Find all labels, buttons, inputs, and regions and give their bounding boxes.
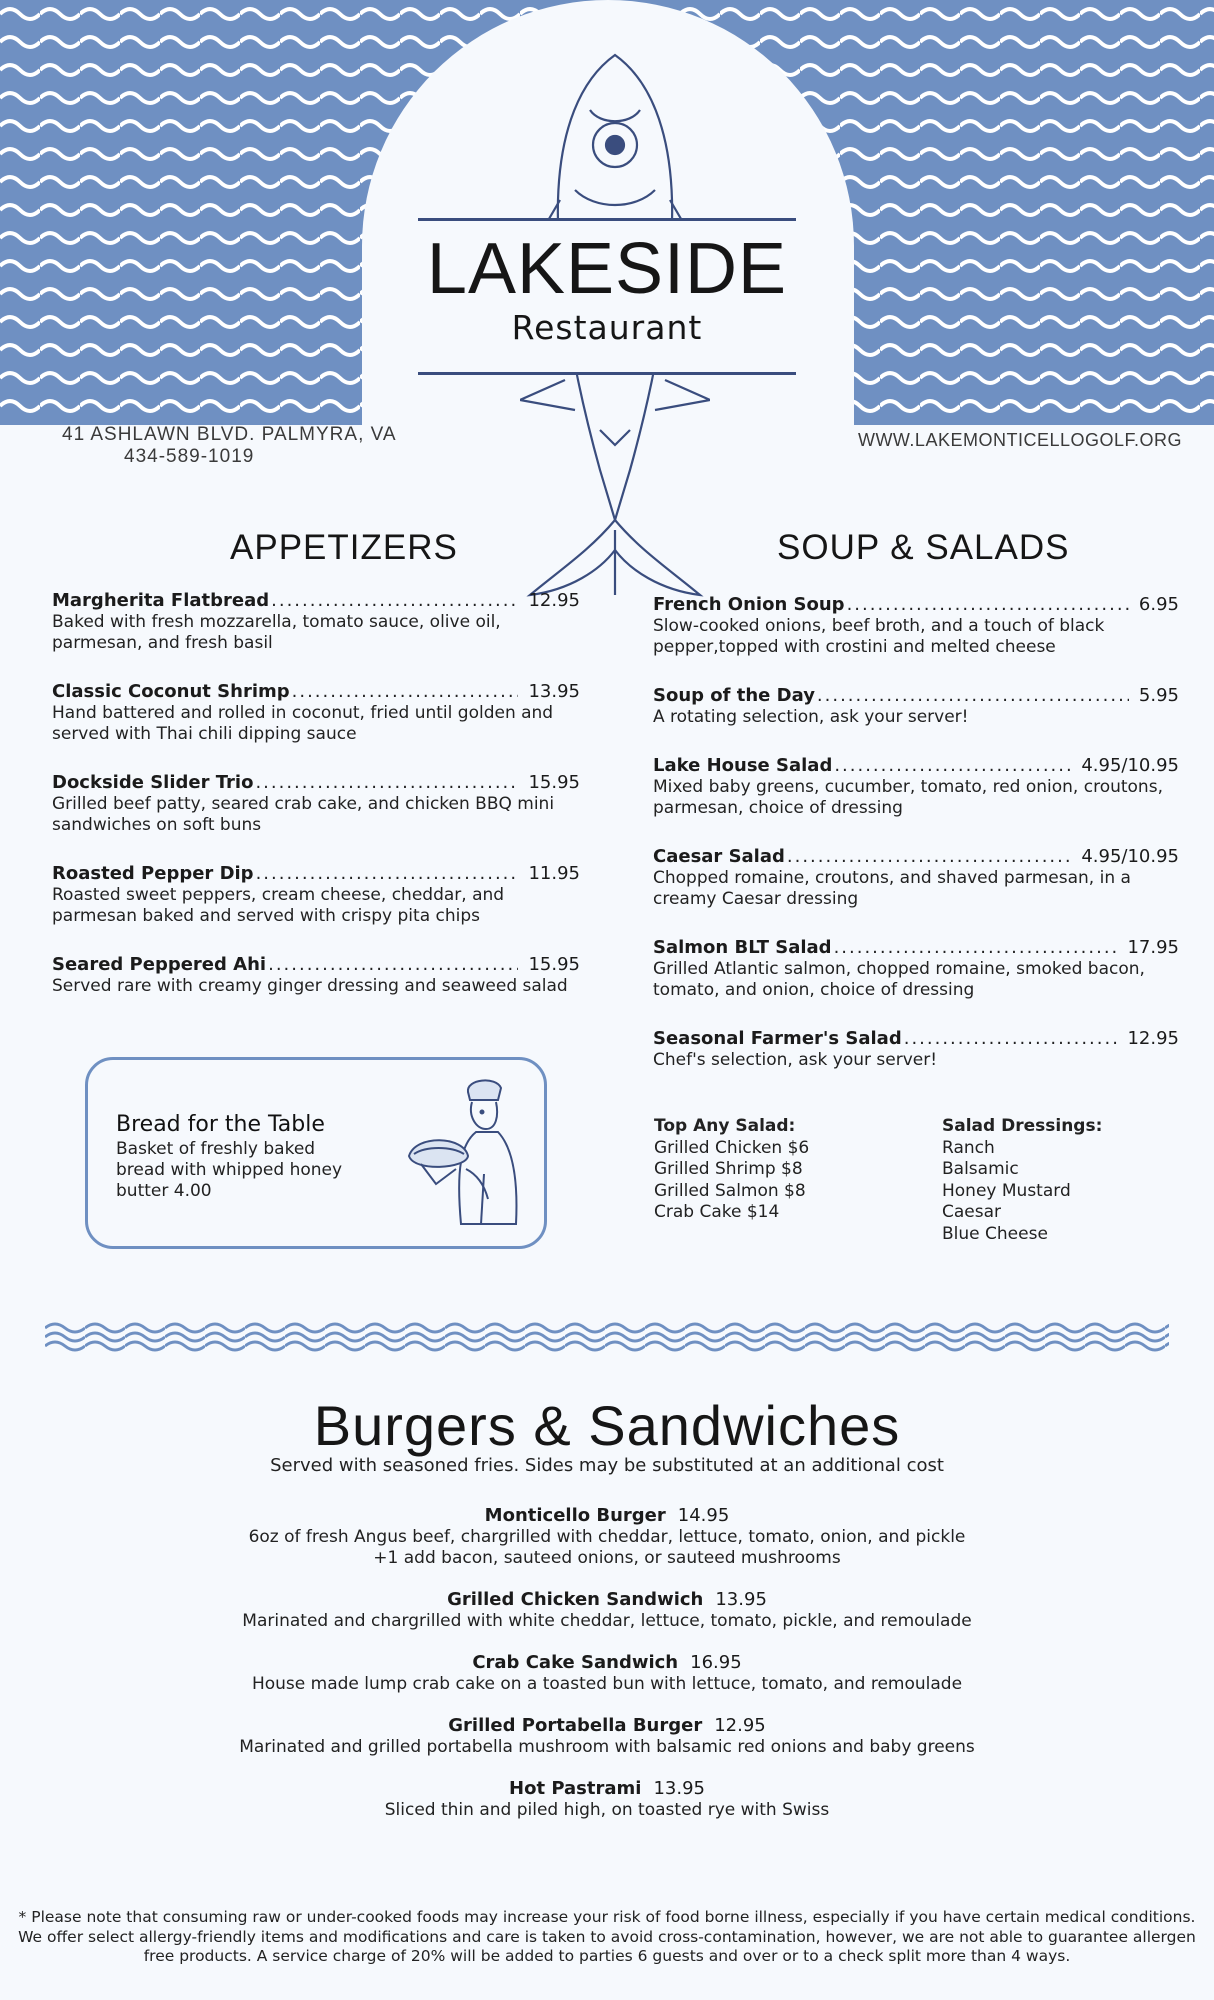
item-description: 6oz of fresh Angus beef, chargrilled with cheddar, lettuce, tomato, onion, and pickle [248,1527,966,1547]
website-link[interactable]: WWW.LAKEMONTICELLOGOLF.ORG [857,430,1182,450]
item-price: 15.95 [528,954,580,975]
burgers-subtitle: Served with seasoned fries. Sides may be substituted at an additional cost [270,1455,944,1476]
item-price: 12.95 [528,590,580,611]
item-price: 12.95 [714,1715,766,1736]
item-name: Crab Cake Sandwich [472,1652,679,1673]
item-description: Chef's selection, ask your server! [653,1050,938,1070]
top-any-salad-list [654,1116,809,1224]
item-description: Grilled Atlantic salmon, chopped romaine, smoked bacon, tomato, and onion, choice of dressing [653,959,1145,1000]
list-item: Caesar [942,1202,1002,1222]
item-description: A rotating selection, ask your server! [653,707,969,727]
item-name: Classic Coconut Shrimp [52,681,290,702]
appetizers-list [52,590,580,1024]
item-price: 15.95 [528,772,580,793]
soup-salads-title: SOUP & SALADS [777,528,1070,567]
item-description: Grilled beef patty, seared crab cake, and chicken BBQ mini sandwiches on soft buns [52,794,555,835]
item-name: Soup of the Day [653,685,815,706]
item-name: Salmon BLT Salad [653,937,832,958]
menu-item [653,937,1179,1001]
menu-item [0,1778,1214,1821]
salad-dressings-list [942,1116,1102,1245]
item-price: 4.95/10.95 [1081,755,1179,776]
address: 41 ASHLAWN BLVD. PALMYRA, VA [62,424,397,445]
menu-item [52,863,580,927]
salad-dressings-title: Salad Dressings: [942,1116,1103,1136]
item-name: Caesar Salad [653,846,785,867]
item-name: French Onion Soup [653,594,845,615]
list-item: Honey Mustard [942,1180,1071,1201]
item-description: Sliced thin and piled high, on toasted rye with Swiss [384,1800,830,1820]
menu-item [653,685,1179,728]
item-price: 13.95 [528,681,580,702]
menu-item [52,772,580,836]
item-name: Monticello Burger [484,1505,666,1526]
title-bottom-rule [418,372,796,375]
restaurant-name: LAKESIDE [426,229,788,309]
item-price: 5.95 [1138,685,1179,706]
item-extra: +1 add bacon, sauteed onions, or sauteed mushrooms [373,1548,841,1568]
item-price: 14.95 [677,1505,730,1526]
item-name: Seasonal Farmer's Salad [653,1028,902,1049]
list-item: Blue Cheese [942,1223,1048,1244]
list-item: Balsamic [942,1159,1019,1179]
list-item: Grilled Shrimp $8 [654,1159,803,1179]
item-name: Roasted Pepper Dip [52,863,254,884]
wave-divider-icon [45,1320,1169,1352]
list-item: Grilled Salmon $8 [654,1180,806,1201]
item-name: Lake House Salad [653,755,833,776]
top-any-salad-title: Top Any Salad: [654,1116,796,1136]
menu-item [52,681,580,745]
bread-title: Bread for the Table [116,1112,325,1137]
item-price: 16.95 [690,1652,742,1673]
menu-item [653,755,1179,819]
item-price: 17.95 [1127,937,1179,958]
item-description: Marinated and grilled portabella mushroom with balsamic red onions and baby greens [239,1737,975,1757]
menu-item [0,1715,1214,1758]
item-description: Served rare with creamy ginger dressing and seaweed salad [52,976,568,996]
list-item: Ranch [942,1137,995,1158]
soup-salads-list [653,594,1179,1098]
item-description: Roasted sweet peppers, cream cheese, cheddar, and parmesan baked and served with crispy pita chips [52,885,505,926]
allergy-footnote: * Please note that consuming raw or under-cooked foods may increase your risk of food borne illness, especially if you have certain medical conditions. We offer select allergy-friendly items and modifications and care is taken to avoid cross-contamination, however, we are not able to guarantee allergen free products. A service charge of 20% will be added to parties 6 guests and over or to a check split more than 4 ways. [18,1908,1196,1965]
item-name: Seared Peppered Ahi [52,954,267,975]
item-description: Marinated and chargrilled with white cheddar, lettuce, tomato, pickle, and remoulade [242,1611,972,1631]
chef-with-pie-icon [406,1074,526,1234]
menu-item [653,846,1179,910]
phone: 434-589-1019 [124,446,255,467]
item-name: Grilled Chicken Sandwich [447,1589,704,1610]
bread-description: Basket of freshly baked bread with whipped honey butter 4.00 [116,1139,343,1201]
appetizers-title: APPETIZERS [230,528,458,567]
restaurant-subtitle: Restaurant [511,308,703,347]
item-price: 6.95 [1138,594,1179,615]
item-price: 4.95/10.95 [1081,846,1179,867]
item-name: Grilled Portabella Burger [448,1715,703,1736]
item-description: House made lump crab cake on a toasted bun with lettuce, tomato, and remoulade [251,1674,963,1694]
item-description: Hand battered and rolled in coconut, fried until golden and served with Thai chili dipping sauce [52,703,554,744]
item-description: Baked with fresh mozzarella, tomato sauce, olive oil, parmesan, and fresh basil [52,612,501,653]
burgers-title: Burgers & Sandwiches [313,1394,901,1457]
menu-item [653,594,1179,658]
item-name: Hot Pastrami [509,1778,642,1799]
menu-item [52,954,580,997]
bread-for-table-box [85,1057,547,1249]
menu-item [0,1505,1214,1569]
list-item: Crab Cake $14 [654,1202,780,1222]
list-item: Grilled Chicken $6 [654,1137,810,1158]
item-description: Slow-cooked onions, beef broth, and a touch of black pepper,topped with crostini and melted cheese [653,616,1105,657]
item-price: 11.95 [528,863,580,884]
menu-item [653,1028,1179,1071]
menu-item [0,1652,1214,1695]
item-name: Dockside Slider Trio [52,772,254,793]
item-description: Chopped romaine, croutons, and shaved parmesan, in a creamy Caesar dressing [653,868,1131,909]
item-name: Margherita Flatbread [52,590,270,611]
menu-item [52,590,580,654]
address-block [62,424,397,468]
item-price: 13.95 [715,1589,767,1610]
item-description: Mixed baby greens, cucumber, tomato, red onion, croutons, parmesan, choice of dressing [653,777,1163,818]
item-price: 13.95 [653,1778,705,1799]
item-price: 12.95 [1127,1028,1179,1049]
burgers-list [0,1505,1214,1841]
menu-item [0,1589,1214,1632]
